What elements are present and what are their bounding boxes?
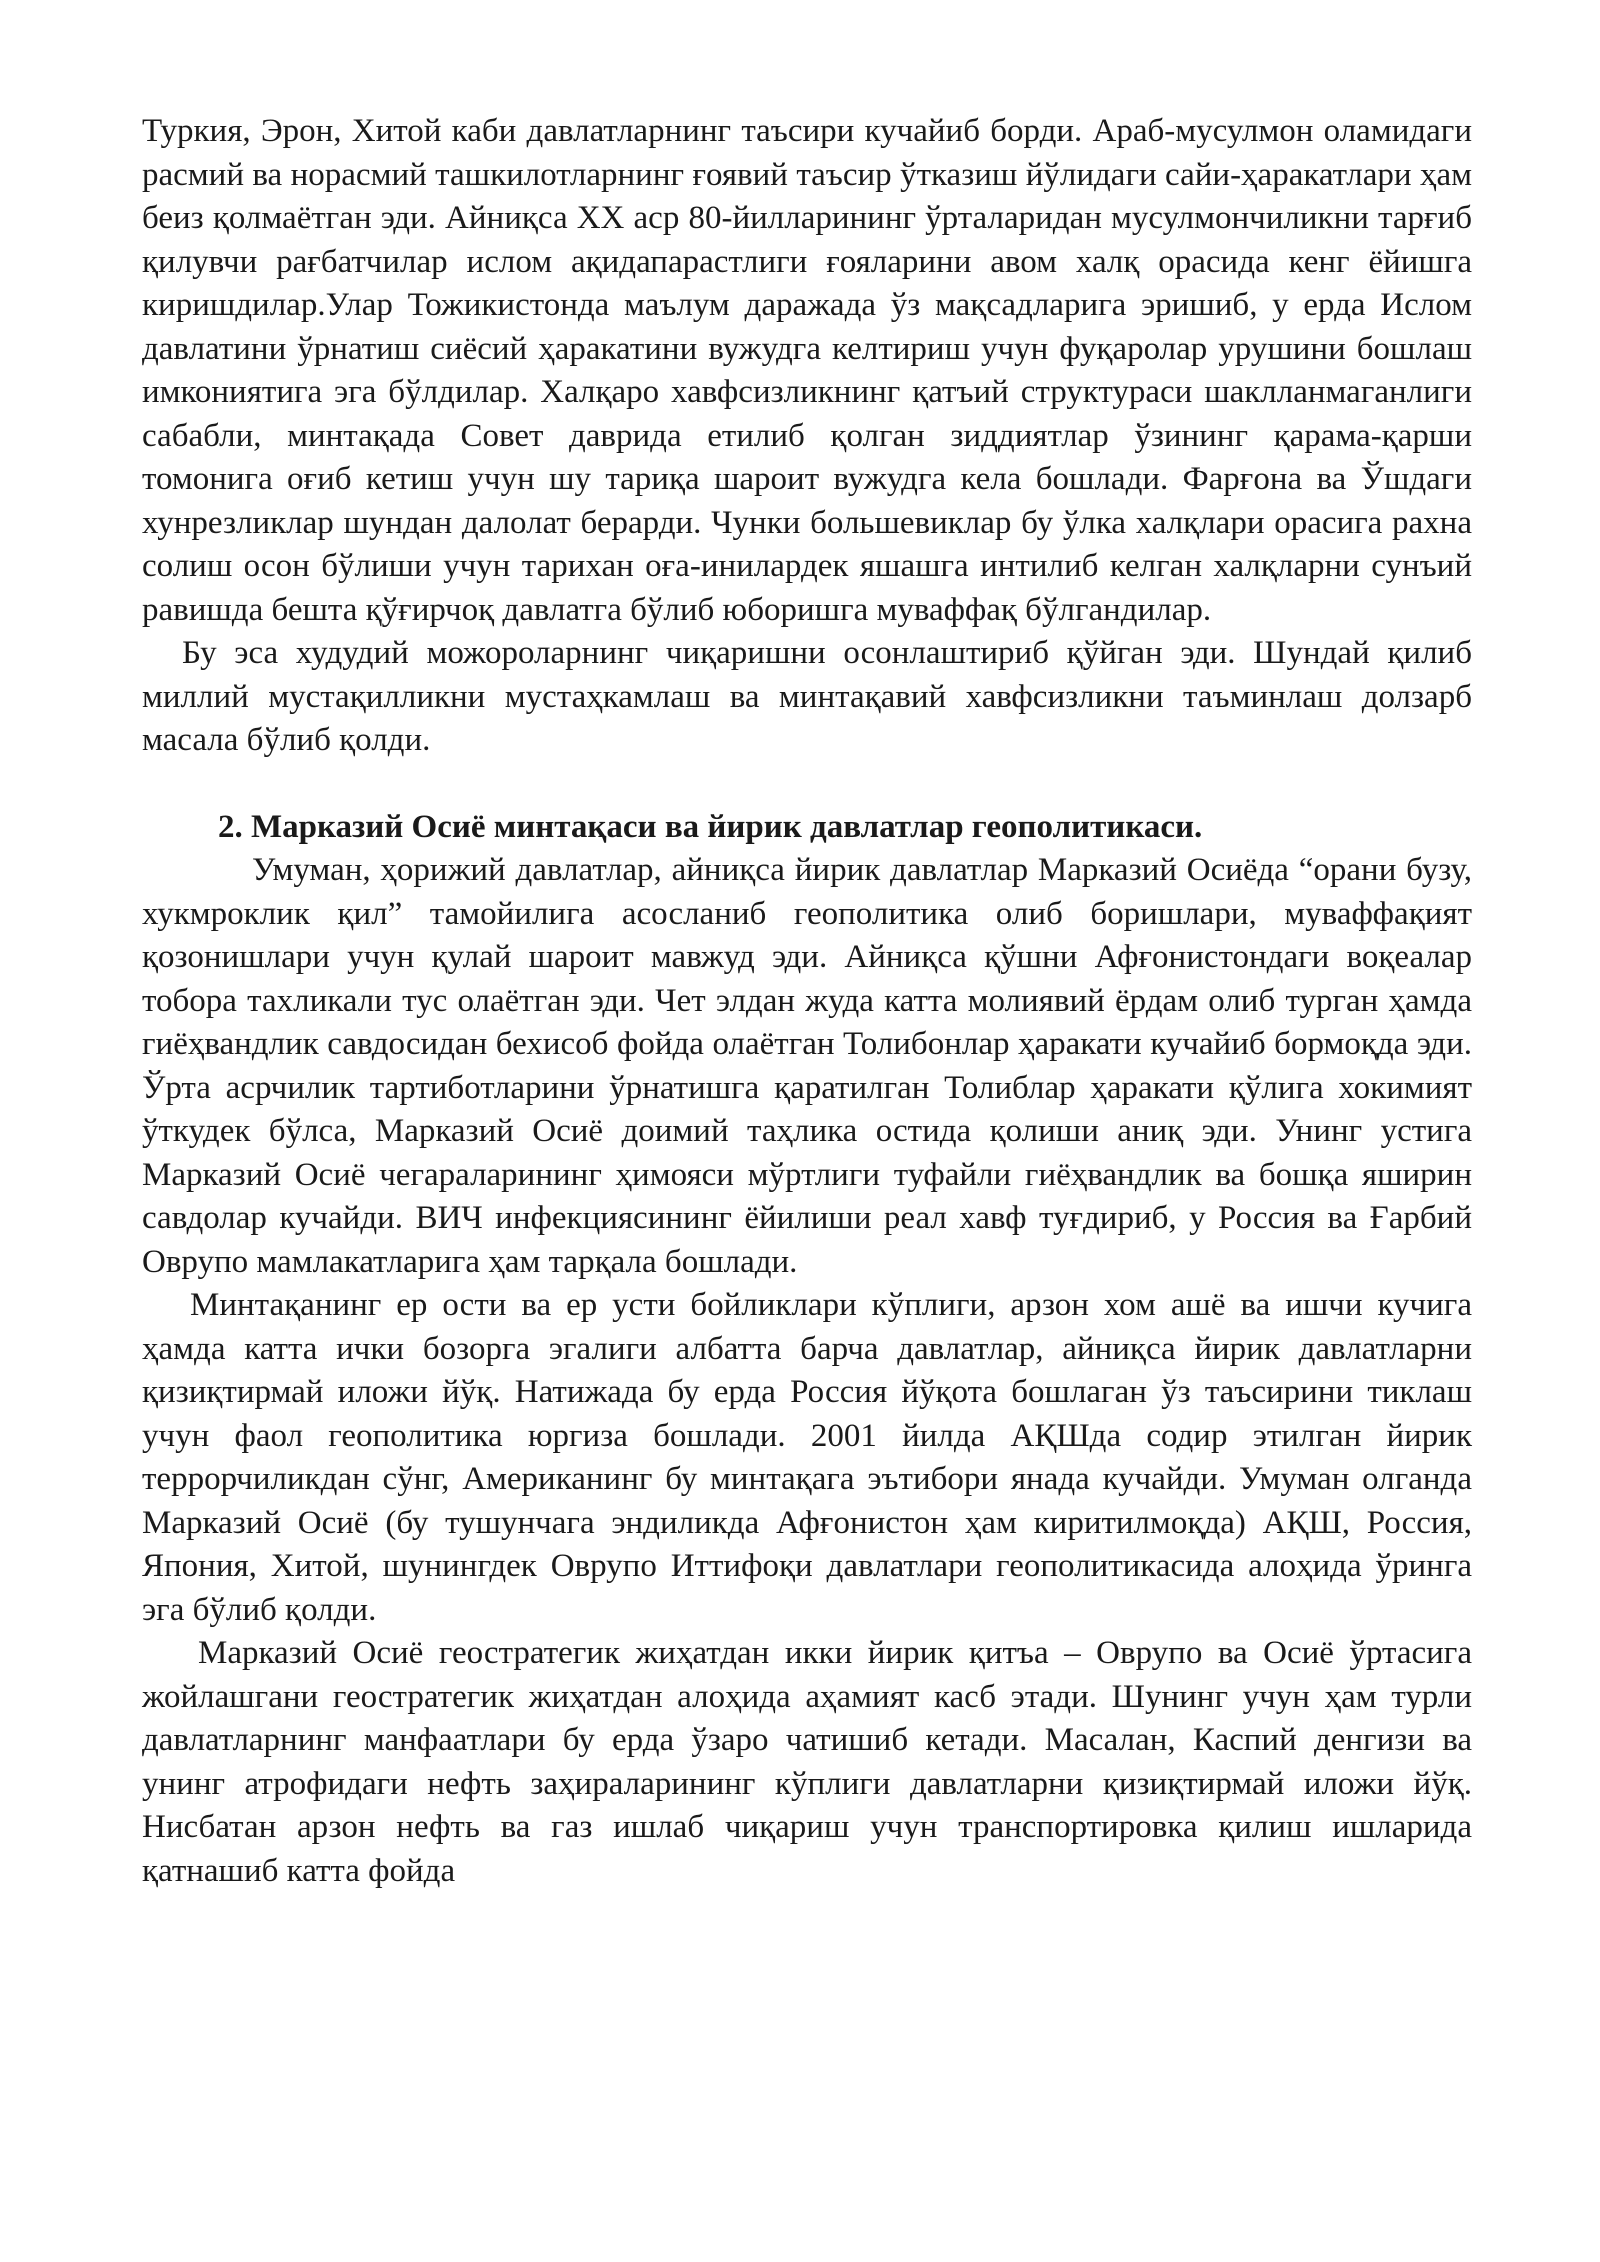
paragraph-1: Туркия, Эрон, Хитой каби давлатларнинг таъсири кучайиб борди. Араб-мусулмон оламидаги расмий ва норасмий ташкилотларнинг ғоявий таъсир ўтказиш йўлидаги сайи-ҳаракатлари ҳам беиз қолмаётган эди. Айниқса XX аср 80-йилларининг ўрталаридан мусулмончиликни тарғиб қилувчи рағбатчилар ислом ақидапарастлиги ғояларини авом халқ орасида кенг ёйишга киришдилар.Улар Тожикистонда маълум даражада ўз мақсадларига эришиб, у ерда Ислом давлатини ўрнатиш сиёсий ҳаракатини вужудга келтириш учун фуқаролар урушини бошлаш имкониятига эга бўлдилар. Халқаро хавфсизликнинг қатъий структураси шаклланмаганлиги сабабли, минтақада Совет даврида етилиб қолган зиддиятлар ўзининг қарама-қарши томонига оғиб кетиш учун шу тариқа шароит вужудга кела бошлади. Фарғона ва Ўшдаги хунрезликлар шундан далолат берарди. Чунки большевиклар бу ўлка халқлари орасига рахна солиш осон бўлиши учун тарихан оға-инилардек яшашга интилиб келган халқларни сунъий равишда бешта қўғирчоқ давлатга бўлиб юборишга муваффақ бўлгандилар. (142, 113, 1472, 628)
paragraph-5: Марказий Осиё геостратегик жиҳатдан икки йирик қитъа – Оврупо ва Осиё ўртасига жойлашгани геостратегик жиҳатдан алоҳида аҳамият касб этади. Шунинг учун ҳам турли давлатларнинг манфаатлари бу ерда ўзаро чатишиб кетади. Масалан, Каспий денгизи ва унинг атрофидаги нефть заҳираларининг кўплиги давлатларни қизиқтирмай иложи йўқ. Нисбатан арзон нефть ва газ ишлаб чиқариш учун транспортировка қилиш ишларида қатнашиб катта фойда (142, 1635, 1472, 1889)
document-body (142, 110, 1472, 1893)
section-heading: 2. Марказий Осиё минтақаси ва йирик давлатлар геополитикаси. (218, 808, 1203, 845)
paragraph-3: Умуман, ҳорижий давлатлар, айниқса йирик давлатлар Марказий Осиёда “орани бузу, хукмроклик қил” тамойилига асосланиб геополитика олиб боришлари, муваффақият қозонишлари учун қулай шароит мавжуд эди. Айниқса қўшни Афғонистондаги воқеалар тобора тахликали тус олаётган эди. Чет элдан жуда катта молиявий ёрдам олиб турган ҳамда гиёҳвандлик савдосидан бехисоб фойда олаётган Толибонлар ҳаракати кучайиб бормоқда эди. Ўрта асрчилик тартиботларини ўрнатишга қаратилган Толиблар ҳаракати қўлига хокимият ўткудек бўлса, Марказий Осиё доимий таҳлика остида қолиши аниқ эди. Унинг устига Марказий Осиё чегараларининг ҳимояси мўртлиги туфайли гиёҳвандлик ва бошқа яширин савдолар кучайди. ВИЧ инфекциясининг ёйилиши реал хавф туғдириб, у Россия ва Ғарбий Оврупо мамлакатларига ҳам тарқала бошлади. (142, 852, 1472, 1280)
paragraph-4: Минтақанинг ер ости ва ер усти бойликлари кўплиги, арзон хом ашё ва ишчи кучига ҳамда катта ички бозорга эгалиги албатта барча давлатлар, айниқса йирик давлатларни қизиқтирмай иложи йўқ. Натижада бу ерда Россия йўқота бошлаган ўз таъсирини тиклаш учун фаол геополитика юргиза бошлади. 2001 йилда АҚШда содир этилган йирик террорчиликдан сўнг, Американинг бу минтақага эътибори янада кучайди. Умуман олганда Марказий Осиё (бу тушунчага эндиликда Афғонистон ҳам киритилмоқда) АҚШ, Россия, Япония, Хитой, шунингдек Оврупо Иттифоқи давлатлари геополитикасида алоҳида ўринга эга бўлиб қолди. (142, 1287, 1472, 1628)
paragraph-2: Бу эса худудий можороларнинг чиқаришни осонлаштириб қўйган эди. Шундай қилиб миллий мустақилликни мустаҳкамлаш ва минтақавий хавфсизликни таъминлаш долзарб масала бўлиб қолди. (142, 635, 1472, 758)
